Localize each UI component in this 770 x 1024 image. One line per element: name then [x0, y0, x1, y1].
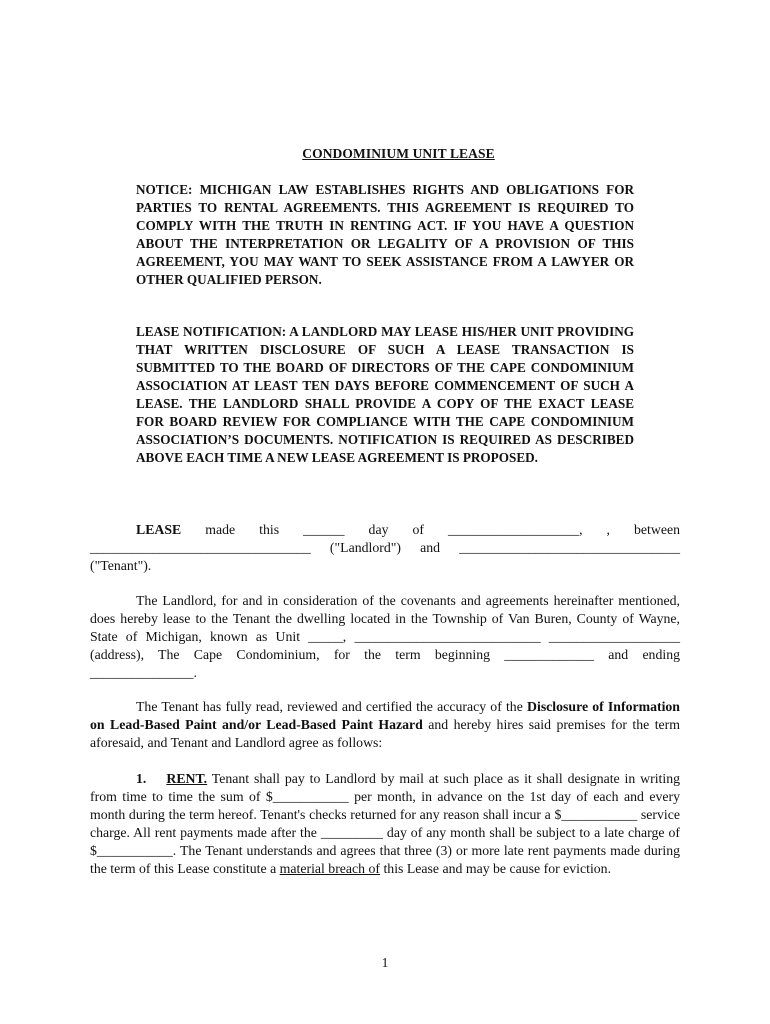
- lease-parties-paragraph: [90, 521, 680, 575]
- rent-section-number: 1.: [136, 771, 147, 786]
- tenant-text-1: The Tenant has fully read, reviewed and certified the accuracy of the: [136, 699, 528, 714]
- page-number: 1: [381, 955, 389, 970]
- material-breach-text: material breach of: [279, 861, 381, 876]
- lease-notification-paragraph: LEASE NOTIFICATION: A LANDLORD MAY LEASE HIS/HER UNIT PROVIDING THAT WRITTEN DISCLOSURE OF SUCH A LEASE TRANSACTION IS SUBMITTED TO THE BOARD OF DIRECTORS OF THE CAPE CONDOMINIUM ASSOCIATION AT LEAST TEN DAYS BEFORE COMMENCEMENT OF SUCH A LEASE. THE LANDLORD SHALL PROVIDE A COPY OF THE EXACT LEASE FOR BOARD REVIEW FOR COMPLIANCE WITH THE CAPE CONDOMINIUM ASSOCIATION’S DOCUMENTS. NOTIFICATION IS REQUIRED AS DESCRIBED ABOVE EACH TIME A NEW LEASE AGREEMENT IS PROPOSED.: [136, 324, 634, 465]
- lease-lead-word: LEASE: [136, 522, 182, 537]
- lease-parties-text: made this ______ day of ___________________, , between ________________________________ ("Landlord") and ________________________________ ("Tenant").: [90, 522, 680, 573]
- tenant-paragraph: [90, 698, 680, 752]
- rent-paragraph: [90, 770, 680, 878]
- rent-text-2: this Lease and may be cause for eviction.: [380, 861, 612, 876]
- tenant-text-2: and hereby hires said premises for the term aforesaid, and Tenant and Landlord agree as follows:: [90, 717, 680, 750]
- rent-text-1: Tenant shall pay to Landlord by mail at such place as it shall designate in writing from time to time the sum of $___________ per month, in advance on the 1st day of each and every month during the term hereof. Tenant's checks returned for any reason shall incur a $___________ service charge. All rent payments made after the _________ day of any month shall be subject to a late charge of $___________. The Tenant understands and agrees that three (3) or more late rent payments made during the term of this Lease constitute a: [90, 771, 680, 876]
- lead-paint-disclosure-title: Disclosure of Information on Lead-Based Paint and/or Lead-Based Paint Hazard: [90, 699, 680, 732]
- document-title: CONDOMINIUM UNIT LEASE: [302, 146, 495, 161]
- notice-paragraph: NOTICE: MICHIGAN LAW ESTABLISHES RIGHTS AND OBLIGATIONS FOR PARTIES TO RENTAL AGREEMENTS. THIS AGREEMENT IS REQUIRED TO COMPLY WITH THE TRUTH IN RENTING ACT. IF YOU HAVE A QUESTION ABOUT THE INTERPRETATION OR LEGALITY OF A PROVISION OF THIS AGREEMENT, YOU MAY WANT TO SEEK ASSISTANCE FROM A LAWYER OR OTHER QUALIFIED PERSON.: [136, 182, 634, 287]
- rent-heading: RENT.: [166, 771, 208, 786]
- landlord-paragraph: The Landlord, for and in consideration of the covenants and agreements hereinafter mentioned, does hereby lease to the Tenant the dwelling located in the Township of Van Buren, County of Wayne, State of Michigan, known as Unit _____, ___________________________ ___________________ (address), The Cape Condominium, for the term beginning _____________ and ending _______________.: [90, 593, 680, 680]
